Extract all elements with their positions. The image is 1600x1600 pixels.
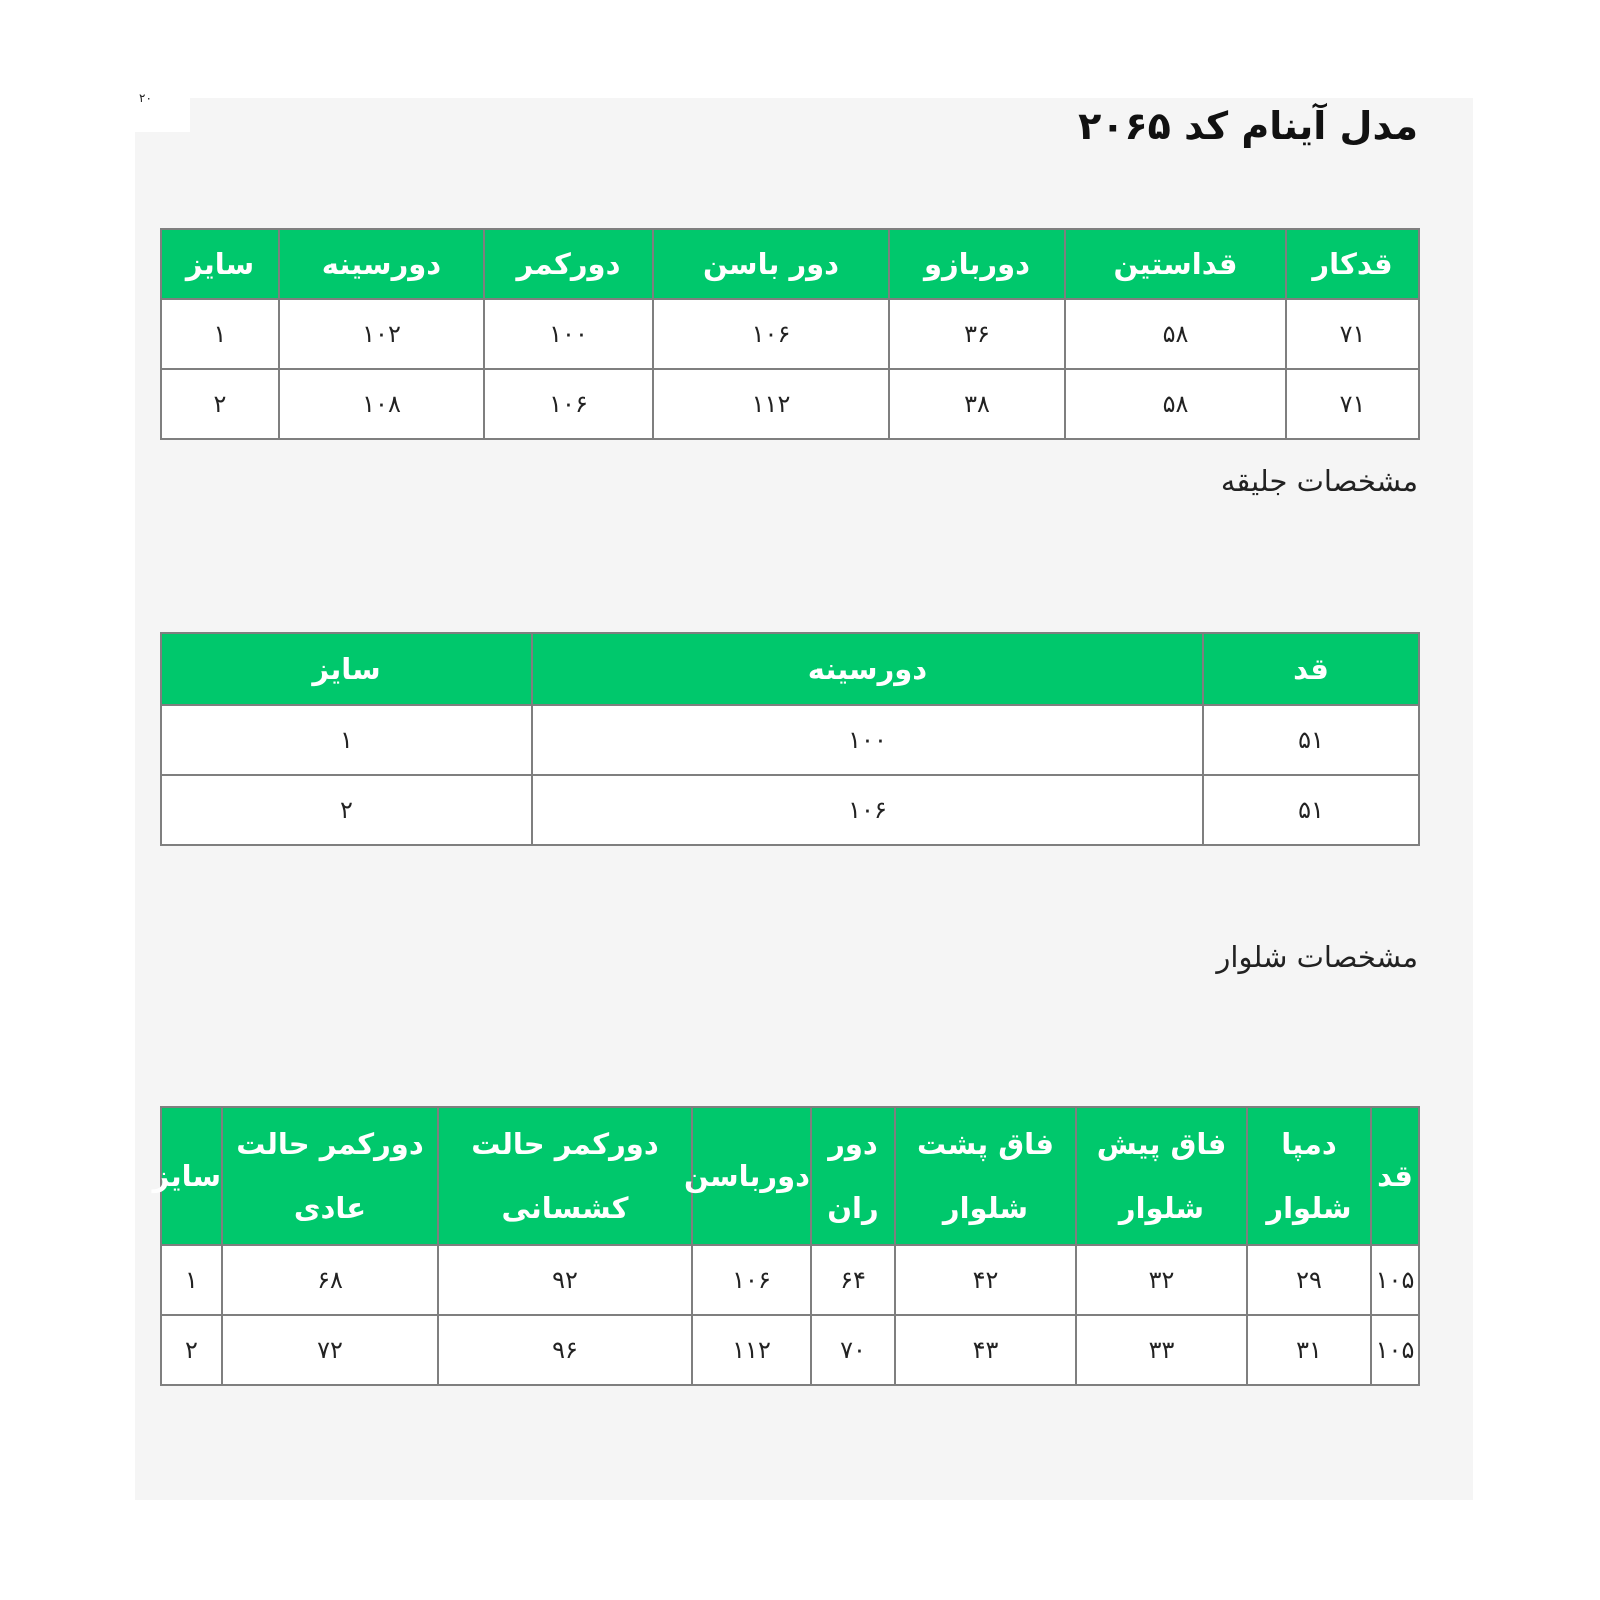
header-waist-circumference: دورکمر [484, 229, 653, 299]
header-length: قد [1203, 633, 1419, 705]
table-cell: ۱۰۶ [532, 775, 1203, 845]
table-cell: ۱۰۶ [653, 299, 889, 369]
table-cell: ۱۱۲ [653, 369, 889, 439]
table-header-row [161, 1107, 1419, 1245]
header-hip-circumference: دورباسن [692, 1107, 811, 1245]
table-cell: ۱۰۵ [1371, 1315, 1419, 1385]
table-cell: ۶۴ [811, 1245, 895, 1315]
table-cell: ۵۸ [1065, 369, 1286, 439]
table-row [161, 705, 1419, 775]
header-size: سایز [161, 229, 279, 299]
header-thigh-circumference: دور ران [811, 1107, 895, 1245]
table-cell: ۷۱ [1286, 369, 1419, 439]
table-row [161, 369, 1419, 439]
table-cell: ۹۲ [438, 1245, 692, 1315]
table-cell: ۷۰ [811, 1315, 895, 1385]
header-jacket-length: قدکار [1286, 229, 1419, 299]
table-row [161, 775, 1419, 845]
table-cell: ۵۱ [1203, 775, 1419, 845]
vest-size-table [160, 632, 1420, 846]
table-cell: ۱ [161, 1245, 222, 1315]
header-back-rise: فاق پشت شلوار [895, 1107, 1076, 1245]
pants-section-label: مشخصات شلوار [1216, 940, 1418, 974]
header-front-rise: فاق پیش شلوار [1076, 1107, 1247, 1245]
header-size: سایز [161, 1107, 222, 1245]
table-row [161, 1315, 1419, 1385]
table-cell: ۵۸ [1065, 299, 1286, 369]
vest-section-label: مشخصات جلیقه [1220, 464, 1418, 498]
page-title: مدل آینام کد ۲۰۶۵ [1078, 104, 1418, 148]
table-cell: ۱۰۰ [532, 705, 1203, 775]
table-cell: ۳۸ [889, 369, 1065, 439]
table-cell: ۴۲ [895, 1245, 1076, 1315]
header-hem-width: دمپا شلوار [1247, 1107, 1371, 1245]
table-cell: ۱۰۶ [484, 369, 653, 439]
table-cell: ۷۱ [1286, 299, 1419, 369]
table-cell: ۲ [161, 369, 279, 439]
header-sleeve-length: قداستین [1065, 229, 1286, 299]
header-size: سایز [161, 633, 532, 705]
table-cell: ۳۲ [1076, 1245, 1247, 1315]
table-cell: ۱۰۶ [692, 1245, 811, 1315]
table-cell: ۲ [161, 1315, 222, 1385]
header-arm-circumference: دوربازو [889, 229, 1065, 299]
table-cell: ۵۱ [1203, 705, 1419, 775]
header-hip-circumference: دور باسن [653, 229, 889, 299]
table-cell: ۳۳ [1076, 1315, 1247, 1385]
table-header-row [161, 229, 1419, 299]
table-cell: ۱۰۸ [279, 369, 484, 439]
header-length: قد [1371, 1107, 1419, 1245]
table-cell: ۲۹ [1247, 1245, 1371, 1315]
table-cell: ۱۰۰ [484, 299, 653, 369]
table-cell: ۱ [161, 299, 279, 369]
table-cell: ۶۸ [222, 1245, 438, 1315]
table-cell: ۱۰۵ [1371, 1245, 1419, 1315]
header-chest-circumference: دورسینه [532, 633, 1203, 705]
header-chest-circumference: دورسینه [279, 229, 484, 299]
table-cell: ۷۲ [222, 1315, 438, 1385]
table-cell: ۱۰۲ [279, 299, 484, 369]
pants-size-table [152, 1106, 1420, 1386]
table-cell: ۲ [161, 775, 532, 845]
table-cell: ۱ [161, 705, 532, 775]
header-waist-stretched: دورکمر حالت کشسانی [438, 1107, 692, 1245]
table-row [161, 1245, 1419, 1315]
corner-mark: ٢٠ [135, 92, 190, 132]
table-cell: ۴۳ [895, 1315, 1076, 1385]
table-cell: ۳۶ [889, 299, 1065, 369]
header-waist-normal: دورکمر حالت عادی [222, 1107, 438, 1245]
table-cell: ۱۱۲ [692, 1315, 811, 1385]
coat-size-table [160, 228, 1420, 440]
table-header-row [161, 633, 1419, 705]
table-row [161, 299, 1419, 369]
table-cell: ۹۶ [438, 1315, 692, 1385]
table-cell: ۳۱ [1247, 1315, 1371, 1385]
